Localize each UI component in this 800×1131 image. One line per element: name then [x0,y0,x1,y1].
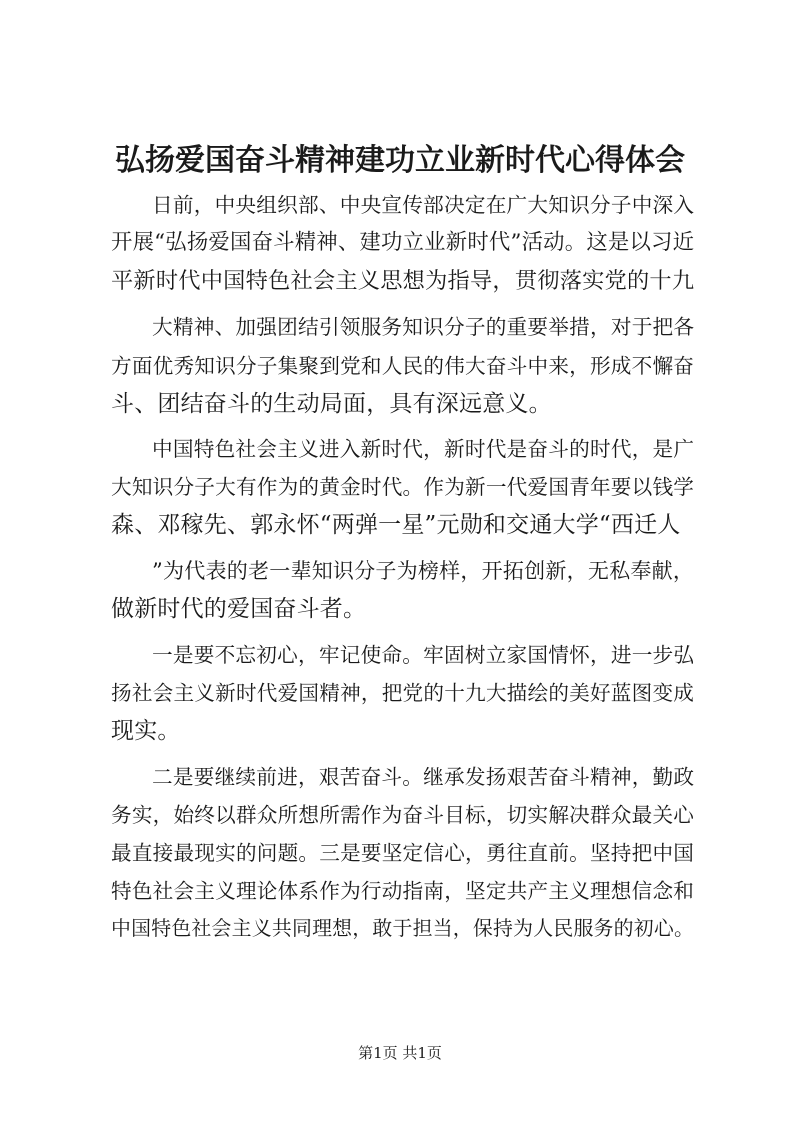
body-line: 日前，中央组织部、中央宣传部决定在广大知识分子中深入 [152,193,695,217]
body-line: 特色社会主义理论体系作为行动指南，坚定共产主义理想信念和 [111,879,695,903]
body-line: 做新时代的爱国奋斗者。 [111,596,367,622]
body-line: 开展“弘扬爱国奋斗精神、建功立业新时代”活动。这是以习近 [111,230,695,255]
document-title: 弘扬爱国奋斗精神建功立业新时代心得体会 [115,143,685,178]
body-line: ”为代表的老一辈知识分子为榜样，开拓创新，无私奉献， [152,558,695,583]
page-number-footer: 第1页 共1页 [358,1044,442,1062]
body-line: 森、邓稼先、郭永怀“两弹一星”元勋和交通大学“西迁人 [111,512,681,538]
body-line: 中国特色社会主义共同理想，敢于担当，保持为人民服务的初心。 [111,917,695,940]
body-line: 务实，始终以群众所想所需作为奋斗目标，切实解决群众最关心 [111,803,695,827]
body-line: 大精神、加强团结引领服务知识分子的重要举措，对于把各 [152,315,695,339]
body-line: 最直接最现实的问题。三是要坚定信心，勇往直前。坚持把中国 [111,841,695,865]
body-line: 中国特色社会主义进入新时代，新时代是奋斗的时代，是广 [152,437,695,461]
body-line: 二是要继续前进，艰苦奋斗。继承发扬艰苦奋斗精神，勤政 [152,765,695,789]
body-line: 扬社会主义新时代爱国精神，把党的十九大描绘的美好蓝图变成 [111,681,695,705]
body-line: 现实。 [111,718,181,744]
body-line: 斗、团结奋斗的生动局面，具有深远意义。 [111,391,552,417]
body-line: 方面优秀知识分子集聚到党和人民的伟大奋斗中来，形成不懈奋 [111,354,695,378]
body-line: 平新时代中国特色社会主义思想为指导，贯彻落实党的十九 [111,268,695,294]
body-line: 大知识分子大有作为的黄金时代。作为新一代爱国青年要以钱学 [111,475,695,499]
body-line: 一是要不忘初心，牢记使命。牢固树立家国情怀，进一步弘 [152,643,695,667]
